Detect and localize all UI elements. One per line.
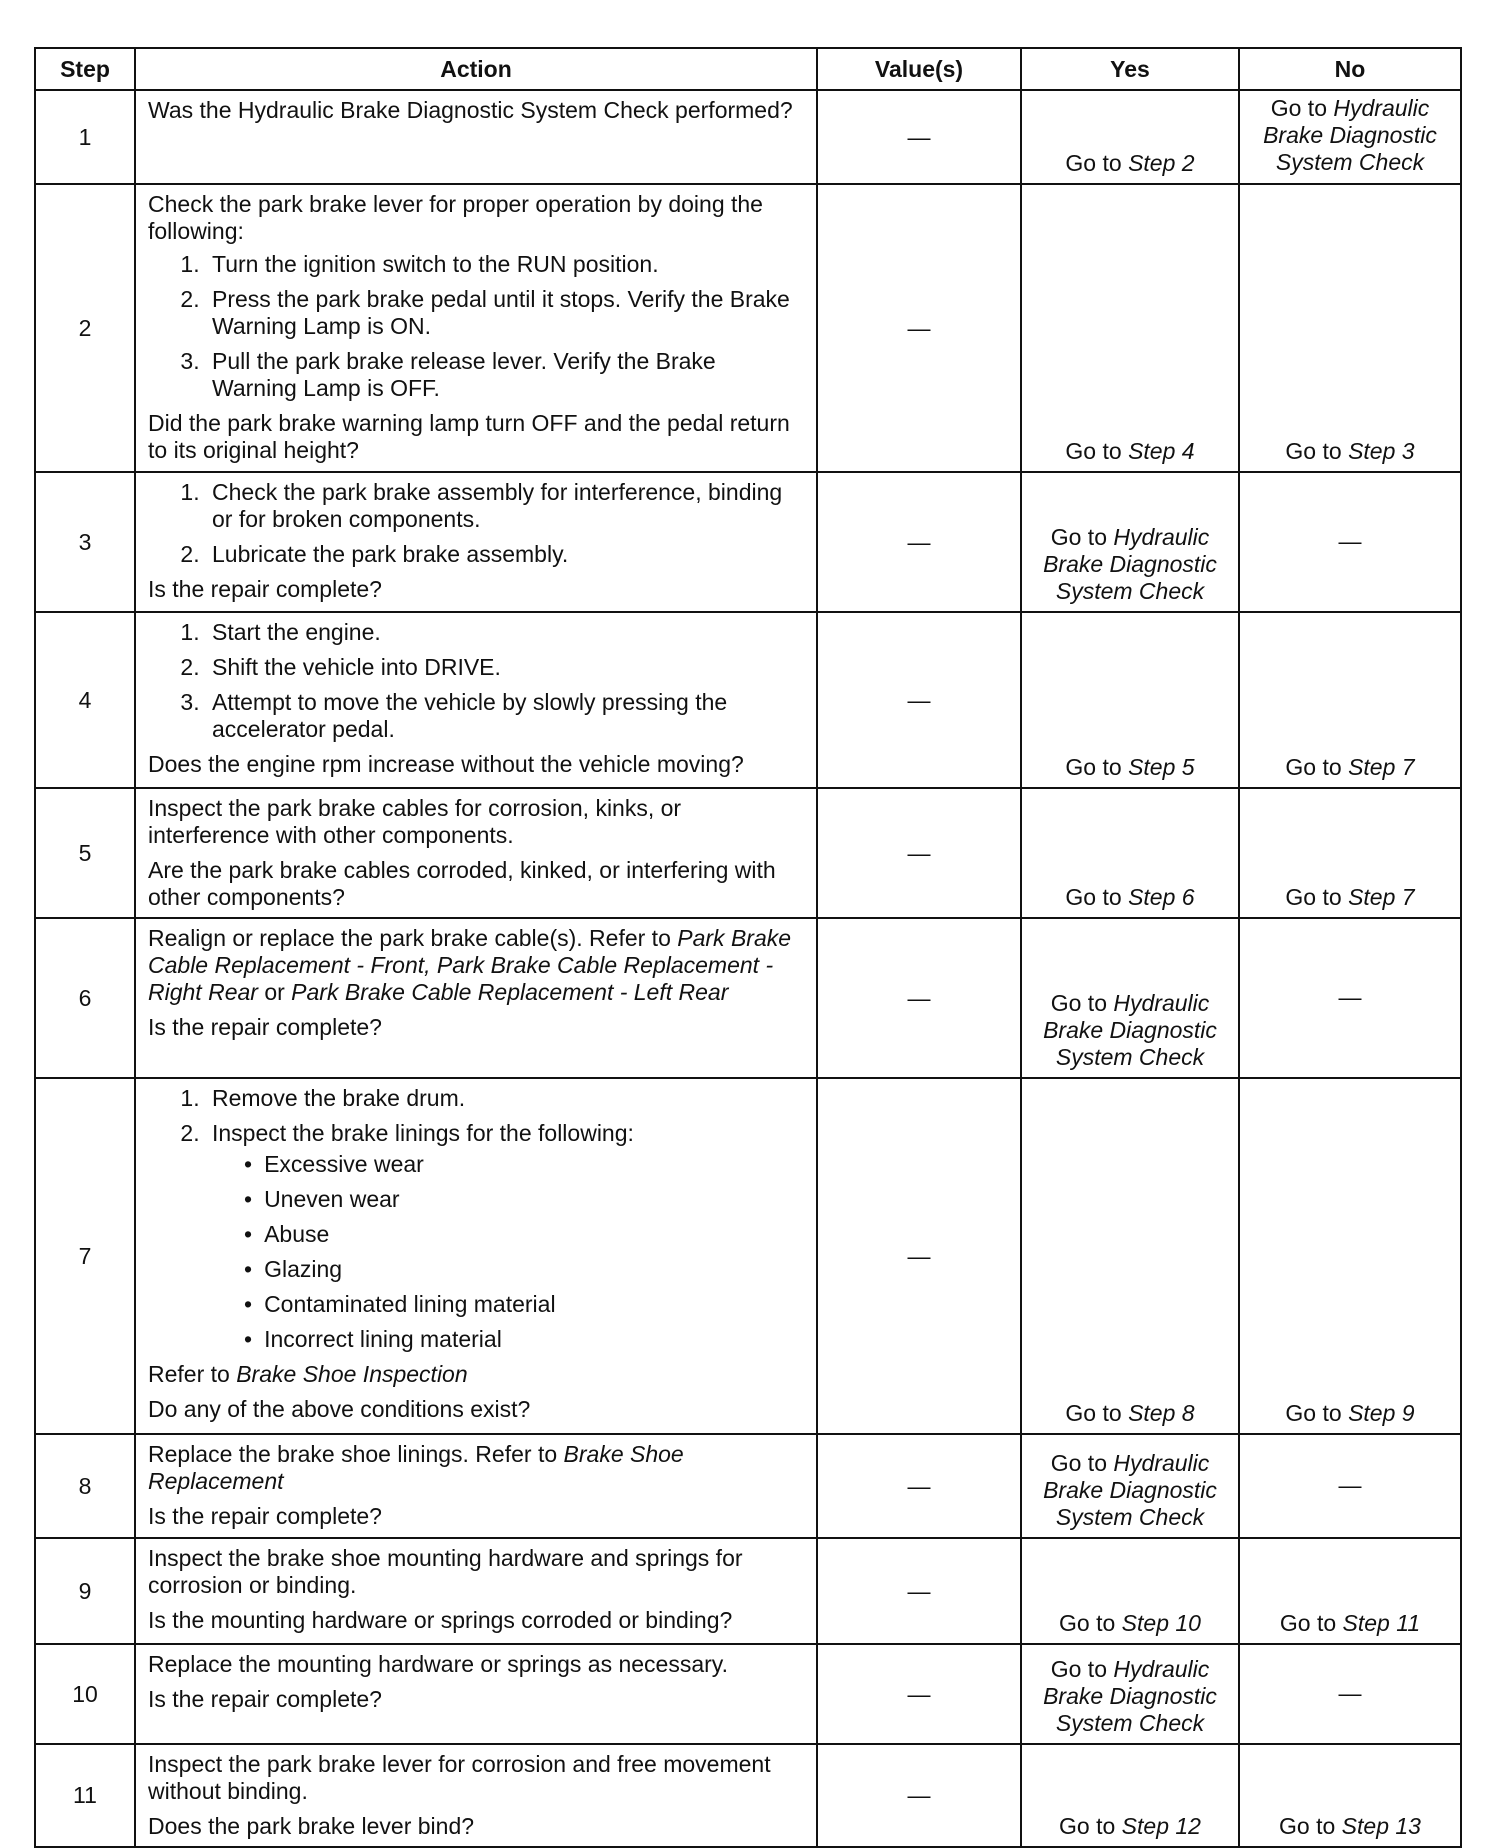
value-cell: — [817, 1744, 1021, 1847]
action-question: Did the park brake warning lamp turn OFF and the pedal return to its original height? [148, 410, 790, 463]
header-values: Value(s) [817, 48, 1021, 90]
yes-cell [1021, 1538, 1239, 1644]
bullet-item: • Incorrect lining material [238, 1326, 806, 1353]
step-number: 8 [35, 1434, 135, 1538]
yes-link[interactable]: Step 12 [1121, 1813, 1201, 1839]
yes-cell [1021, 1078, 1239, 1434]
yes-link[interactable]: Hydraulic Brake Diagnostic System Check [1043, 1656, 1217, 1736]
yes-prefix: Go to [1059, 1813, 1122, 1839]
value-cell: — [817, 1538, 1021, 1644]
action-intro: Check the park brake lever for proper operation by doing the following: [148, 191, 763, 244]
action-cell [135, 1744, 817, 1847]
step-number: 11 [35, 1744, 135, 1847]
no-cell: — [1239, 1434, 1461, 1538]
action-question: Is the repair complete? [148, 1503, 382, 1529]
step-number: 9 [35, 1538, 135, 1644]
action-question: Is the mounting hardware or springs corroded or binding? [148, 1607, 733, 1633]
bullet-item: • Contaminated lining material [238, 1291, 806, 1318]
diagnostic-table [34, 47, 1462, 1848]
yes-cell [1021, 90, 1239, 184]
no-link[interactable]: Step 3 [1348, 438, 1415, 464]
yes-prefix: Go to [1059, 1610, 1122, 1636]
yes-cell [1021, 788, 1239, 918]
header-yes: Yes [1021, 48, 1239, 90]
no-cell [1239, 788, 1461, 918]
action-text-part: Realign or replace the park brake cable(s). Refer to [148, 925, 678, 951]
action-cell [135, 184, 817, 472]
action-intro: Replace the mounting hardware or springs as necessary. [148, 1651, 728, 1677]
no-link[interactable]: Step 7 [1348, 884, 1415, 910]
yes-cell [1021, 472, 1239, 612]
no-prefix: Go to [1279, 1610, 1343, 1636]
action-cell [135, 1078, 817, 1434]
table-row [35, 918, 1461, 1078]
yes-link[interactable]: Step 5 [1128, 754, 1195, 780]
no-prefix: Go to [1285, 1400, 1349, 1426]
action-steps-list [148, 1085, 806, 1353]
action-intro: Inspect the brake shoe mounting hardware and springs for corrosion or binding. [148, 1545, 743, 1598]
header-step: Step [35, 48, 135, 90]
action-cell [135, 1538, 817, 1644]
table-row [35, 184, 1461, 472]
yes-link[interactable]: Hydraulic Brake Diagnostic System Check [1043, 1450, 1217, 1530]
no-prefix: Go to [1270, 95, 1334, 121]
bullet-item: • Abuse [238, 1221, 806, 1248]
action-question: Do any of the above conditions exist? [148, 1396, 531, 1422]
no-cell [1239, 612, 1461, 788]
yes-link[interactable]: Step 8 [1128, 1400, 1195, 1426]
action-text-part: or [257, 979, 292, 1005]
no-cell [1239, 1744, 1461, 1847]
value-cell: — [817, 184, 1021, 472]
value-cell: — [817, 1644, 1021, 1744]
table-row [35, 788, 1461, 918]
reference-link[interactable]: Park Brake Cable Replacement - Front, Park Brake Cable Replacement - Right Rear [148, 925, 792, 1005]
action-steps-list [148, 479, 806, 568]
step-number: 6 [35, 918, 135, 1078]
list-item: 1. Start the engine. [206, 619, 806, 646]
yes-cell [1021, 1644, 1239, 1744]
action-cell [135, 472, 817, 612]
header-row [35, 48, 1461, 90]
no-link[interactable]: Step 13 [1341, 1813, 1421, 1839]
yes-cell [1021, 184, 1239, 472]
action-cell [135, 612, 817, 788]
yes-link[interactable]: Step 6 [1128, 884, 1195, 910]
value-cell: — [817, 788, 1021, 918]
list-item [206, 1120, 806, 1353]
step-number: 4 [35, 612, 135, 788]
yes-prefix: Go to [1050, 524, 1114, 550]
table-row [35, 1744, 1461, 1847]
list-item-text: Inspect the brake linings for the following: [212, 1120, 634, 1146]
table-row [35, 90, 1461, 184]
yes-prefix: Go to [1065, 884, 1129, 910]
list-item: 1. Turn the ignition switch to the RUN position. [206, 251, 806, 278]
table-row [35, 1434, 1461, 1538]
table-row [35, 612, 1461, 788]
yes-link[interactable]: Step 2 [1128, 150, 1195, 176]
no-link[interactable]: Step 7 [1348, 754, 1415, 780]
list-item: 3. Pull the park brake release lever. Verify the Brake Warning Lamp is OFF. [206, 348, 806, 402]
table-row [35, 1538, 1461, 1644]
action-text [148, 925, 806, 1006]
no-prefix: Go to [1285, 754, 1349, 780]
action-text-part: Replace the brake shoe linings. Refer to [148, 1441, 564, 1467]
action-cell [135, 1644, 817, 1744]
yes-link[interactable]: Step 10 [1121, 1610, 1201, 1636]
action-cell [135, 1434, 817, 1538]
value-cell: — [817, 612, 1021, 788]
yes-cell [1021, 1434, 1239, 1538]
action-text [148, 1441, 806, 1495]
value-cell: — [817, 918, 1021, 1078]
action-text: Was the Hydraulic Brake Diagnostic System Check performed? [148, 97, 793, 123]
refer-text [148, 1361, 806, 1388]
no-cell [1239, 1538, 1461, 1644]
no-cell: — [1239, 1644, 1461, 1744]
no-link[interactable]: Step 11 [1342, 1610, 1421, 1636]
step-number: 2 [35, 184, 135, 472]
table-row [35, 1644, 1461, 1744]
no-cell [1239, 184, 1461, 472]
bullet-item: • Uneven wear [238, 1186, 806, 1213]
header-action: Action [135, 48, 817, 90]
reference-link[interactable]: Park Brake Cable Replacement - Left Rear [291, 979, 729, 1005]
no-cell [1239, 90, 1461, 184]
bullet-item: • Glazing [238, 1256, 806, 1283]
no-prefix: Go to [1285, 438, 1349, 464]
step-number: 5 [35, 788, 135, 918]
action-steps-list [148, 251, 806, 402]
yes-prefix: Go to [1065, 150, 1129, 176]
no-cell: — [1239, 472, 1461, 612]
list-item: 1. Remove the brake drum. [206, 1085, 806, 1112]
list-item: 2. Press the park brake pedal until it stops. Verify the Brake Warning Lamp is ON. [206, 286, 806, 340]
action-question: Is the repair complete? [148, 1686, 382, 1712]
step-number: 3 [35, 472, 135, 612]
condition-bullets [212, 1151, 806, 1353]
bullet-item: • Excessive wear [238, 1151, 806, 1178]
action-steps-list [148, 619, 806, 743]
no-cell: — [1239, 918, 1461, 1078]
action-question: Is the repair complete? [148, 1014, 382, 1040]
step-number: 10 [35, 1644, 135, 1744]
action-question: Does the park brake lever bind? [148, 1813, 475, 1839]
action-cell [135, 788, 817, 918]
yes-link[interactable]: Hydraulic Brake Diagnostic System Check [1043, 990, 1217, 1070]
yes-link[interactable]: Step 4 [1128, 438, 1195, 464]
yes-prefix: Go to [1065, 438, 1129, 464]
reference-link[interactable]: Brake Shoe Replacement [148, 1441, 684, 1494]
list-item: 2. Lubricate the park brake assembly. [206, 541, 806, 568]
yes-prefix: Go to [1065, 1400, 1129, 1426]
no-prefix: Go to [1285, 884, 1349, 910]
table-row [35, 472, 1461, 612]
yes-prefix: Go to [1050, 1450, 1114, 1476]
reference-link[interactable]: Brake Shoe Inspection [236, 1361, 468, 1387]
action-question: Is the repair complete? [148, 576, 382, 602]
action-intro: Inspect the park brake lever for corrosion and free movement without binding. [148, 1751, 771, 1804]
yes-link[interactable]: Hydraulic Brake Diagnostic System Check [1043, 524, 1217, 604]
step-number: 1 [35, 90, 135, 184]
yes-cell [1021, 612, 1239, 788]
no-link[interactable]: Step 9 [1348, 1400, 1415, 1426]
yes-cell [1021, 1744, 1239, 1847]
list-item: 3. Attempt to move the vehicle by slowly pressing the accelerator pedal. [206, 689, 806, 743]
value-cell: — [817, 1434, 1021, 1538]
header-no: No [1239, 48, 1461, 90]
list-item: 1. Check the park brake assembly for interference, binding or for broken components. [206, 479, 806, 533]
yes-prefix: Go to [1050, 1656, 1114, 1682]
yes-cell [1021, 918, 1239, 1078]
action-question: Does the engine rpm increase without the vehicle moving? [148, 751, 744, 777]
value-cell: — [817, 90, 1021, 184]
action-question: Are the park brake cables corroded, kinked, or interfering with other components? [148, 857, 776, 910]
table-row [35, 1078, 1461, 1434]
no-link[interactable]: Hydraulic Brake Diagnostic System Check [1263, 95, 1437, 175]
value-cell: — [817, 1078, 1021, 1434]
action-cell [135, 918, 817, 1078]
list-item: 2. Shift the vehicle into DRIVE. [206, 654, 806, 681]
step-number: 7 [35, 1078, 135, 1434]
yes-prefix: Go to [1050, 990, 1114, 1016]
no-cell [1239, 1078, 1461, 1434]
action-cell [135, 90, 817, 184]
action-intro: Inspect the park brake cables for corrosion, kinks, or interference with other components. [148, 795, 682, 848]
value-cell: — [817, 472, 1021, 612]
yes-prefix: Go to [1065, 754, 1129, 780]
no-prefix: Go to [1279, 1813, 1342, 1839]
refer-prefix: Refer to [148, 1361, 237, 1387]
